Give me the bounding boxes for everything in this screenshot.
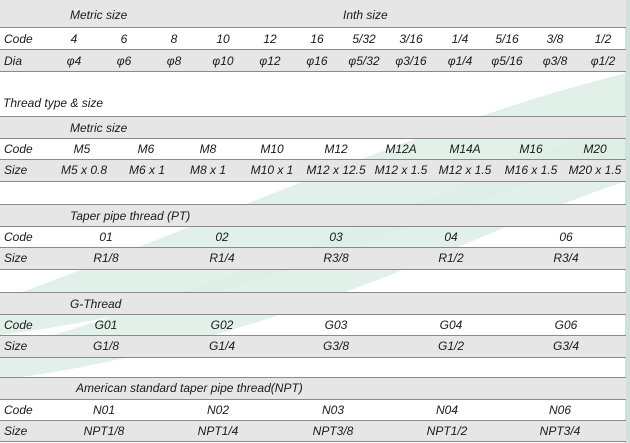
size-code-cell: 8 (170, 32, 178, 46)
size-dia-cell: φ5/32 (348, 54, 380, 68)
thread-type-heading: Thread type & size (3, 96, 104, 110)
pt-rule (0, 269, 626, 270)
metric-thread-size-label: Size (4, 163, 28, 177)
metric-size-cell: M20 x 1.5 (568, 163, 622, 177)
size-dia-cell: φ6 (116, 54, 132, 68)
pt-title: Taper pipe thread (PT) (70, 209, 191, 223)
g-size-cell: G3/8 (322, 339, 350, 353)
size-code-cell: 3/8 (546, 32, 564, 46)
size-dia-cell: φ10 (212, 54, 234, 68)
metric-code-cell: M16 (519, 142, 543, 156)
size-code-cell: 1/4 (451, 32, 469, 46)
metric-size-cell: M5 x 0.8 (60, 163, 108, 177)
size-code-cell: 1/2 (594, 32, 612, 46)
metric-size-cell: M10 x 1 (250, 163, 294, 177)
metric-size-cell: M12 x 1.5 (438, 163, 492, 177)
npt-size-cell: NPT1/8 (83, 424, 125, 438)
metric-size-cell: M12 x 1.5 (374, 163, 428, 177)
npt-rule (0, 441, 626, 442)
pt-code-label: Code (4, 230, 33, 244)
g-size-cell: G1/8 (92, 339, 120, 353)
npt-size-cell: NPT3/8 (312, 424, 354, 438)
npt-size-cell: NPT1/2 (426, 424, 468, 438)
size-dia-cell: φ3/8 (542, 54, 568, 68)
g-size-cell: G1/2 (437, 339, 465, 353)
npt-code-cell: N06 (548, 403, 572, 417)
g-code-cell: G06 (554, 318, 578, 332)
pt-size-cell: R3/4 (553, 251, 579, 265)
size-code-cell: 5/32 (352, 32, 376, 46)
size-dia-cell: φ12 (259, 54, 281, 68)
size-code-cell: 5/16 (495, 32, 519, 46)
metric-size-cell: M6 x 1 (128, 163, 166, 177)
g-code-cell: G03 (324, 318, 348, 332)
metric-thread-rule (0, 159, 626, 160)
pt-code-cell: 06 (559, 230, 573, 244)
npt-code-cell: N03 (321, 403, 345, 417)
pt-code-cell: 04 (444, 230, 458, 244)
size-dia-cell: φ16 (306, 54, 328, 68)
npt-size-cell: NPT3/4 (539, 424, 581, 438)
g-size-cell: G3/4 (552, 339, 580, 353)
size-dia-cell: φ4 (66, 54, 82, 68)
metric-size-cell: M12 x 12.5 (306, 163, 366, 177)
g-rule (0, 335, 626, 336)
metric-thread-rule (0, 181, 626, 182)
g-rule (0, 357, 626, 358)
metric-code-cell: M14A (449, 142, 481, 156)
npt-rule (0, 420, 626, 421)
metric-code-cell: M20 (583, 142, 607, 156)
g-code-cell: G02 (210, 318, 234, 332)
g-title: G-Thread (70, 297, 122, 311)
npt-code-label: Code (4, 403, 33, 417)
size-table-rule (0, 71, 626, 72)
npt-title: American standard taper pipe thread(NPT) (76, 381, 303, 395)
size-dia-cell: φ1/2 (590, 54, 616, 68)
size-dia-cell: φ5/16 (491, 54, 523, 68)
pt-size-cell: R1/2 (438, 251, 464, 265)
g-code-cell: G01 (94, 318, 118, 332)
dia-row-label: Dia (4, 54, 23, 68)
metric-code-cell: M5 (73, 142, 91, 156)
pt-code-cell: 03 (329, 230, 343, 244)
pt-rule (0, 204, 626, 205)
metric-thread-title: Metric size (70, 121, 128, 135)
npt-code-cell: N04 (435, 403, 459, 417)
pt-size-cell: R1/8 (93, 251, 119, 265)
pt-code-cell: 01 (99, 230, 113, 244)
pt-rule (0, 226, 626, 227)
metric-thread-rule (0, 116, 626, 117)
npt-code-cell: N02 (206, 403, 230, 417)
pt-size-cell: R1/4 (209, 251, 235, 265)
npt-size-cell: NPT1/4 (197, 424, 239, 438)
metric-code-cell: M10 (260, 142, 284, 156)
size-code-cell: 10 (216, 32, 230, 46)
size-table-rule (0, 27, 626, 28)
pt-size-label: Size (4, 251, 28, 265)
metric-code-cell: M12A (385, 142, 417, 156)
npt-code-cell: N01 (92, 403, 116, 417)
metric-code-cell: M12 (324, 142, 348, 156)
size-dia-cell: φ1/4 (447, 54, 473, 68)
inch-size-heading: Inth size (343, 8, 388, 22)
npt-size-label: Size (4, 424, 28, 438)
g-code-label: Code (4, 318, 33, 332)
npt-rule (0, 399, 626, 400)
size-code-cell: 3/16 (399, 32, 423, 46)
metric-thread-code-label: Code (4, 142, 33, 156)
pt-rule (0, 247, 626, 248)
g-size-cell: G1/4 (208, 339, 236, 353)
pt-code-cell: 02 (215, 230, 229, 244)
g-rule (0, 292, 626, 293)
size-dia-cell: φ8 (166, 54, 182, 68)
metric-code-cell: M6 (137, 142, 155, 156)
metric-code-cell: M8 (199, 142, 217, 156)
g-code-cell: G04 (439, 318, 463, 332)
size-code-cell: 4 (70, 32, 78, 46)
g-size-label: Size (4, 339, 28, 353)
npt-rule (0, 377, 626, 378)
metric-size-cell: M8 x 1 (189, 163, 227, 177)
metric-size-cell: M16 x 1.5 (504, 163, 558, 177)
size-code-cell: 16 (310, 32, 324, 46)
code-row-label: Code (4, 32, 33, 46)
size-code-cell: 12 (263, 32, 277, 46)
size-code-cell: 6 (120, 32, 128, 46)
size-dia-cell: φ3/16 (395, 54, 427, 68)
metric-thread-rule (0, 138, 626, 139)
size-table-rule (0, 49, 626, 50)
metric-size-heading: Metric size (70, 8, 128, 22)
g-rule (0, 314, 626, 315)
pt-size-cell: R3/8 (323, 251, 349, 265)
